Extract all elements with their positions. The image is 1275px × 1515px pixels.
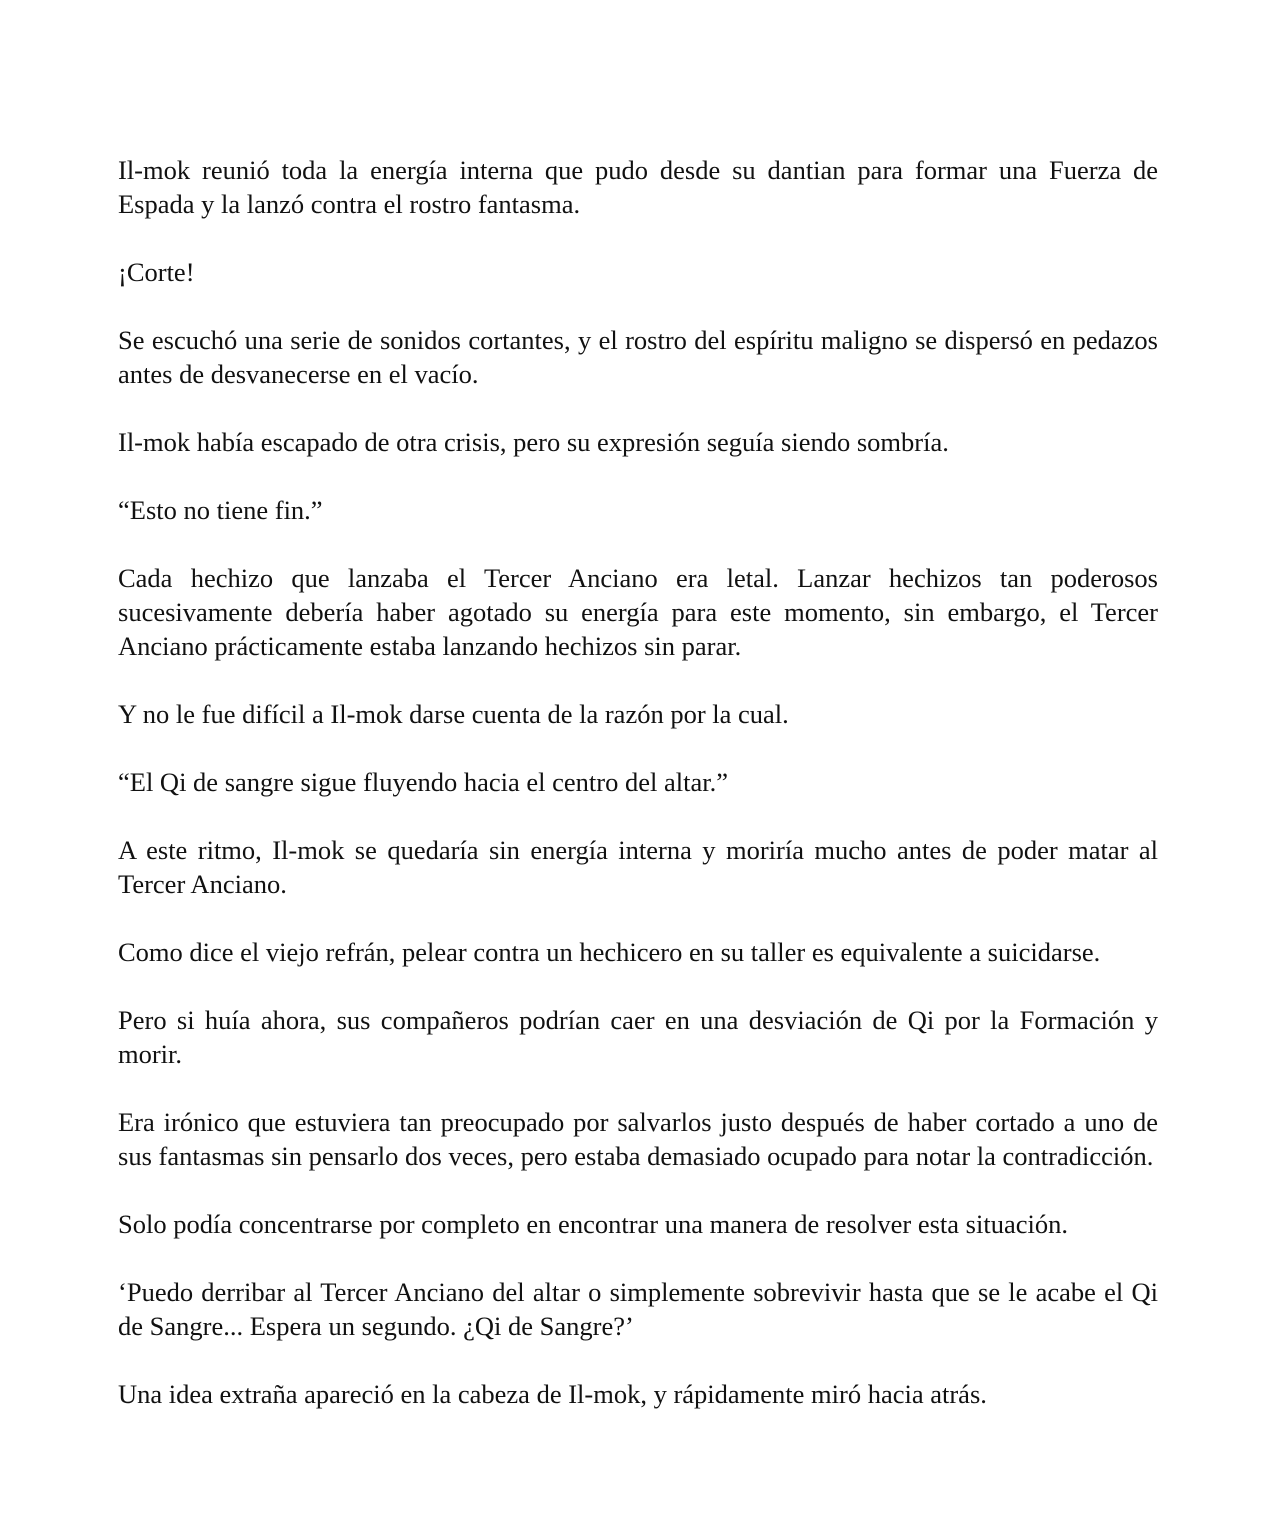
document-body bbox=[118, 153, 1158, 1445]
paragraph: Solo podía concentrarse por completo en encontrar una manera de resolver esta situación. bbox=[118, 1209, 1068, 1239]
paragraph: Como dice el viejo refrán, pelear contra un hechicero en su taller es equivalente a suicidarse. bbox=[118, 937, 1101, 967]
paragraph: ¡Corte! bbox=[118, 257, 195, 287]
paragraph: Era irónico que estuviera tan preocupado por salvarlos justo después de haber cortado a uno de sus fantasmas sin pensarlo dos veces, pero estaba demasiado ocupado para notar la contradicción. bbox=[118, 1107, 1158, 1171]
paragraph: Il-mok reunió toda la energía interna que pudo desde su dantian para formar una Fuerza de Espada y la lanzó contra el rostro fantasma. bbox=[118, 155, 1158, 219]
paragraph: ‘Puedo derribar al Tercer Anciano del altar o simplemente sobrevivir hasta que se le acabe el Qi de Sangre... Espera un segundo. ¿Qi de Sangre?’ bbox=[118, 1277, 1158, 1341]
paragraph: Il-mok había escapado de otra crisis, pero su expresión seguía siendo sombría. bbox=[118, 427, 949, 457]
paragraph: Cada hechizo que lanzaba el Tercer Anciano era letal. Lanzar hechizos tan poderosos sucesivamente debería haber agotado su energía para este momento, sin embargo, el Tercer Anciano prácticamente estaba lanzando hechizos sin parar. bbox=[118, 563, 1158, 661]
paragraph: Y no le fue difícil a Il-mok darse cuenta de la razón por la cual. bbox=[118, 699, 789, 729]
paragraph: Pero si huía ahora, sus compañeros podrían caer en una desviación de Qi por la Formación y morir. bbox=[118, 1005, 1158, 1069]
paragraph: “El Qi de sangre sigue fluyendo hacia el centro del altar.” bbox=[118, 767, 728, 797]
paragraph: Se escuchó una serie de sonidos cortantes, y el rostro del espíritu maligno se dispersó en pedazos antes de desvanecerse en el vacío. bbox=[118, 325, 1158, 389]
paragraph: Una idea extraña apareció en la cabeza de Il-mok, y rápidamente miró hacia atrás. bbox=[118, 1379, 987, 1409]
paragraph: A este ritmo, Il-mok se quedaría sin energía interna y moriría mucho antes de poder matar al Tercer Anciano. bbox=[118, 835, 1158, 899]
paragraph: “Esto no tiene fin.” bbox=[118, 495, 323, 525]
